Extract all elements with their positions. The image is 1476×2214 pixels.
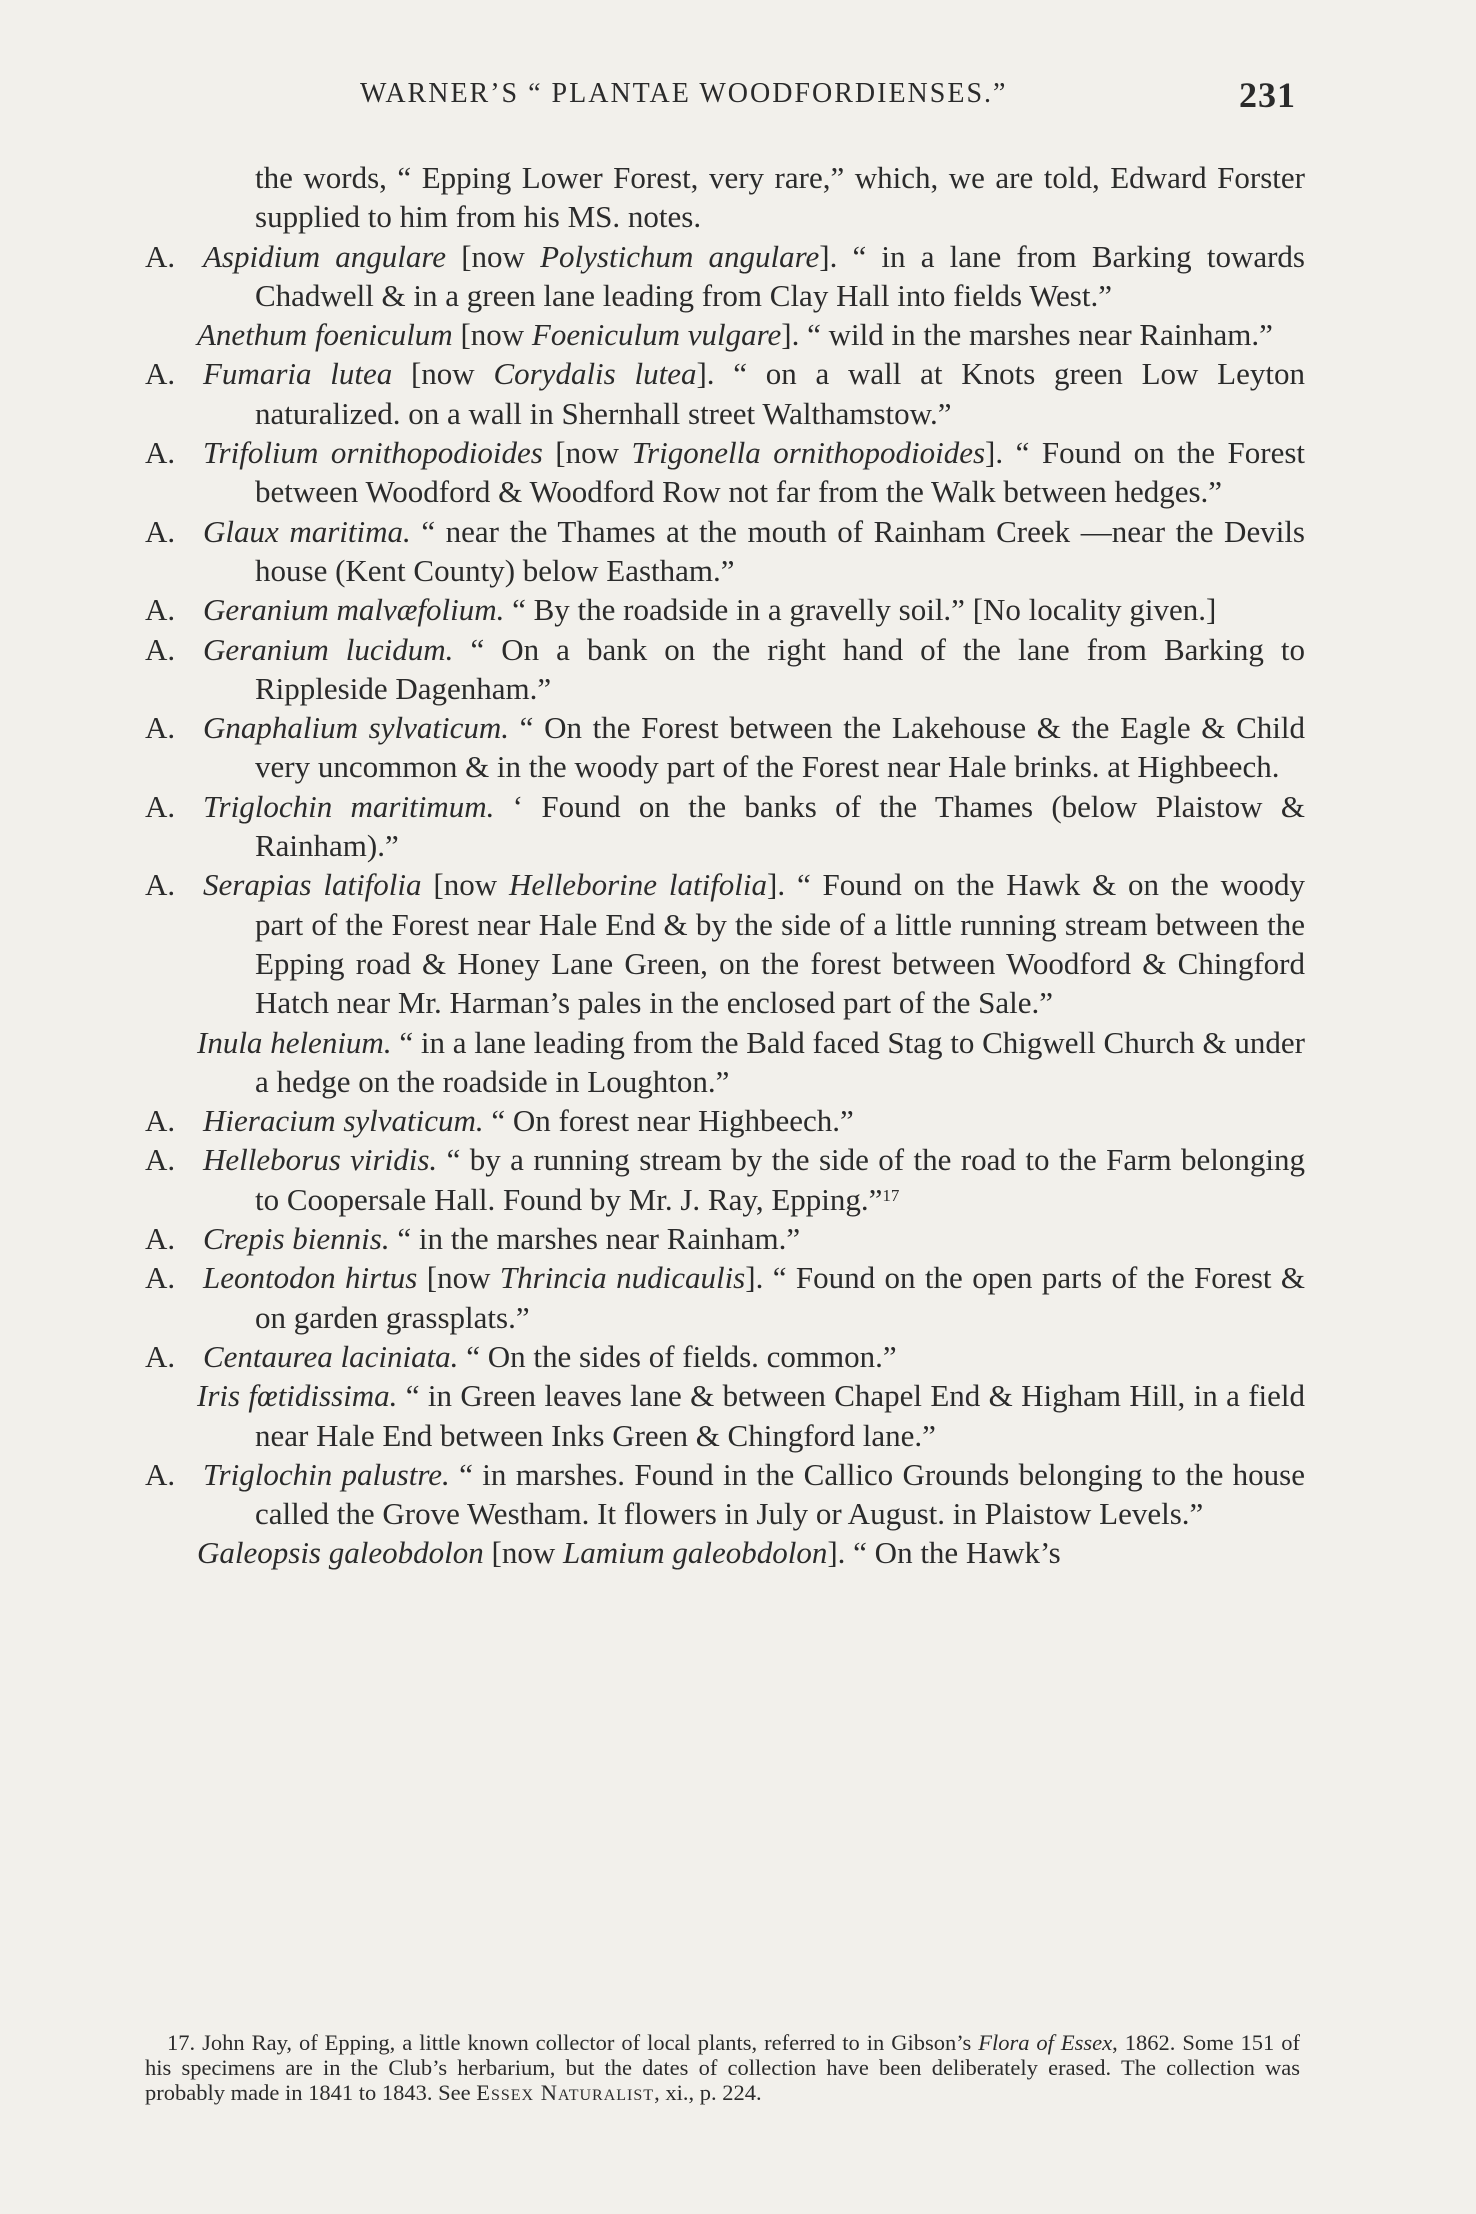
entry-marker: A. [145,631,176,667]
entry-text: Galeopsis galeobdolon [now Lamium galeobdolon]. “ On the Hawk’s [197,1535,1061,1571]
entry-text: Geranium lucidum. “ On a bank on the right hand of the lane from Barking to Rippleside Dagenham.” [203,631,1305,706]
page-number: 231 [1239,75,1296,115]
entry-paragraph [145,590,1305,629]
entry-paragraph [145,1376,1305,1455]
entry-paragraph [145,787,1305,866]
entry-text: Helleborus viridis. “ by a running stream by the side of the road to the Farm belonging to Coopersale Hall. Found by Mr. J. Ray, Epping.”$^{17}$ [203,1142,1305,1217]
entry-marker: A. [145,238,176,274]
entry-marker: A. [145,788,176,824]
entry-marker: A. [145,513,176,549]
entry-paragraph [145,512,1305,591]
entry-text: Fumaria lutea [now Corydalis lutea]. “ on a wall at Knots green Low Leyton naturalized. on a wall in Shernhall street Walthamstow.” [203,356,1305,431]
entry-marker: A. [145,435,176,471]
entry-text: Iris fœtidissima. “ in Green leaves lane & between Chapel End & Higham Hill, in a field near Hale End between Inks Green & Chingford lane.” [197,1378,1305,1453]
entry-text: Anethum foeniculum [now Foeniculum vulgare]. “ wild in the marshes near Rainham.” [197,317,1273,353]
entry-paragraph [145,708,1305,787]
entry-paragraph [145,1258,1305,1337]
entry-paragraph [145,1101,1305,1140]
entry-text: Centaurea laciniata. “ On the sides of fields. common.” [203,1338,897,1374]
entry-text: Aspidium angulare [now Polystichum angulare]. “ in a lane from Barking towards Chadwell & in a green lane leading from Clay Hall into fields West.” [203,238,1305,313]
entry-text: Leontodon hirtus [now Thrincia nudicaulis]. “ Found on the open parts of the Forest & on garden grassplats.” [203,1260,1306,1335]
entry-text: Inula helenium. “ in a lane leading from the Bald faced Stag to Chigwell Church & under a hedge on the roadside in Loughton.” [197,1024,1305,1099]
entry-paragraph [145,1140,1305,1219]
entry-paragraph [145,433,1305,512]
running-header [360,75,1296,115]
entry-text: Triglochin palustre. “ in marshes. Found in the Callico Grounds belonging to the house called the Grove Westham. It flowers in July or August. in Plaistow Levels.” [203,1456,1306,1532]
entry-text: Crepis biennis. “ in the marshes near Rainham.” [203,1221,801,1257]
running-title: WARNER’S “ PLANTAE WOODFORDIENSES.” [360,78,1008,109]
entry-paragraph [145,1455,1305,1534]
footnote-number: 17. [167,2030,196,2055]
entry-paragraph [145,1023,1305,1102]
entry-text: the words, “ Epping Lower Forest, very rare,” which, we are told, Edward Forster supplied to him from his MS. notes. [255,160,1305,235]
entry-text: Serapias latifolia [now Helleborine latifolia]. “ Found on the Hawk & on the woody part of the Forest near Hale End & by the side of a little running stream between the Epping road & Honey Lane Green, on the forest between Woodford & Chingford Hatch near Mr. Harman’s pales in the enclosed part of the Sale.” [203,867,1305,1021]
entry-text: Hieracium sylvaticum. “ On forest near Highbeech.” [203,1103,854,1139]
entry-marker: A. [145,1103,176,1139]
entry-paragraph [145,354,1305,433]
footnote [145,2030,1300,2105]
entry-paragraph [145,630,1305,709]
entry-paragraph [145,1219,1305,1258]
entry-paragraph [145,237,1305,316]
entry-paragraph [145,315,1305,354]
entry-paragraph [145,158,1305,237]
entry-paragraph [145,1533,1305,1572]
entry-marker: A. [145,1456,176,1492]
footnote-text: John Ray, of Epping, a little known collector of local plants, referred to in Gibson’s Flora of Essex, 1862. Some 151 of his specimens are in the Club’s herbarium, but the dates of collection have been deliberately erased. The collection was probably made in 1841 to 1843. See Essex Naturalist, xi., p. 224. [145,2030,1301,2105]
entry-marker: A. [145,1338,176,1374]
entry-text: Gnaphalium sylvaticum. “ On the Forest between the Lakehouse & the Eagle & Child very uncommon & in the woody part of the Forest near Hale brinks. at Highbeech. [203,710,1305,785]
entry-marker: A. [145,1221,176,1257]
entry-marker: A. [145,356,176,392]
entry-marker: A. [145,710,176,746]
main-text [145,158,1305,1573]
entry-marker: A. [145,1142,176,1178]
entry-marker: A. [145,592,176,628]
entry-paragraph [145,865,1305,1022]
entry-text: Triglochin maritimum. ‘ Found on the banks of the Thames (below Plaistow & Rainham).” [203,788,1305,864]
entry-text: Geranium malvæfolium. “ By the roadside in a gravelly soil.” [No locality given.] [203,592,1217,628]
entry-marker: A. [145,1260,176,1296]
entry-text: Trifolium ornithopodioides [now Trigonella ornithopodioides]. “ Found on the Forest between Woodford & Woodford Row not far from the Walk between hedges.” [203,435,1306,510]
entry-marker: A. [145,867,176,903]
entry-paragraph [145,1337,1305,1376]
entry-text: Glaux maritima. “ near the Thames at the mouth of Rainham Creek —near the Devils house (Kent County) below Eastham.” [203,513,1305,588]
